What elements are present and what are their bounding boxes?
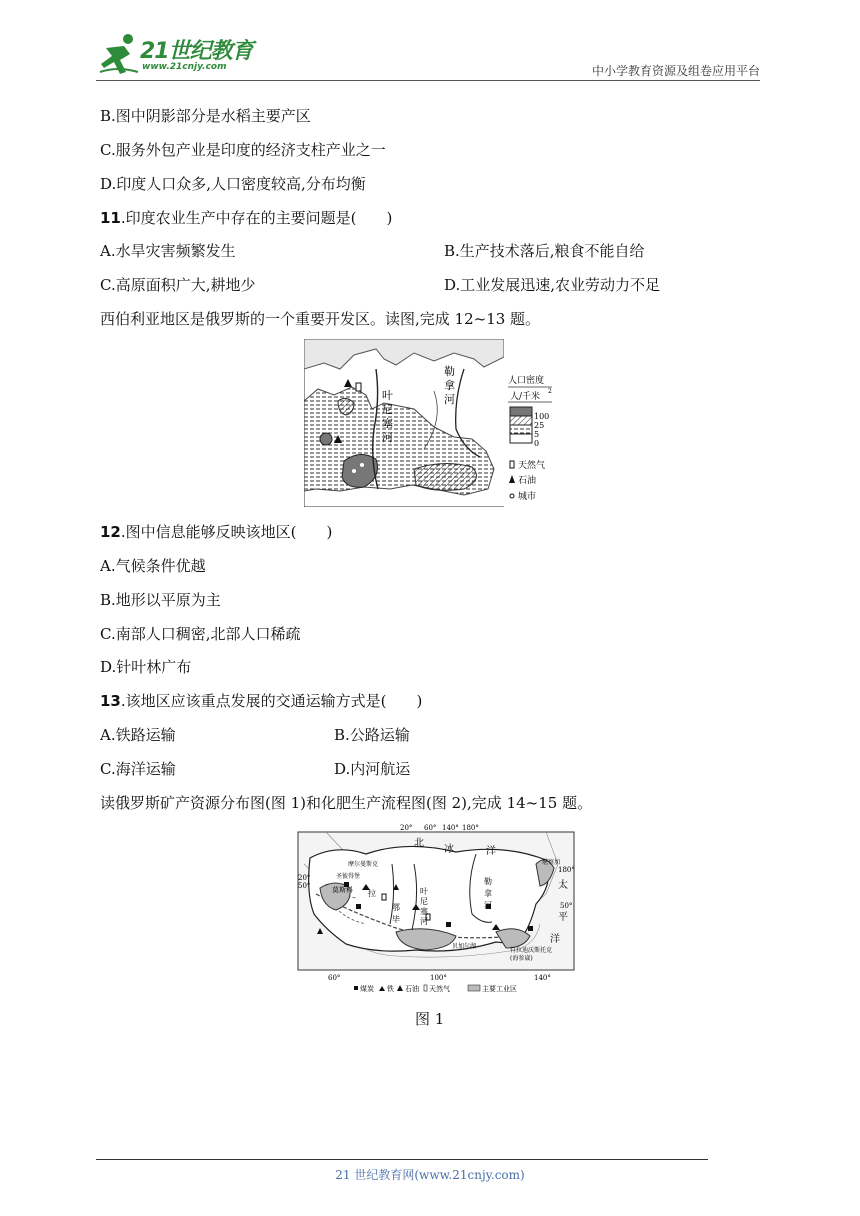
q13-stem [100,691,422,711]
map2-yenisei-2: 尼 [420,897,428,906]
map2-yenisei-4: 河 [420,917,428,926]
map2-lat-left-50: 50° [298,882,311,890]
intro-14-15: 读俄罗斯矿产资源分布图(图 1)和化肥生产流程图(图 2),完成 14~15 题。 [100,794,593,812]
map1-lena-label-3: 河 [444,393,455,406]
q11-option-d: D.工业发展迅速,农业劳动力不足 [444,276,661,294]
legend-gas: 天然气 [518,461,546,471]
logo-text: 21世纪教育 [140,39,253,64]
legend-unit: 人/千米 [510,392,541,402]
q12-number: 12 [100,523,121,541]
legend-value-0: 0 [534,439,540,448]
map2-lon-bottom-60: 60° [328,974,341,982]
map2-yenisei-1: 叶 [420,887,428,896]
intro-12-13: 西伯利亚地区是俄罗斯的一个重要开发区。读图,完成 12~13 题。 [100,310,541,328]
map2-yenisei-3: 塞 [420,907,428,916]
map2-vladivostok: 符拉迪沃斯托克 [510,947,553,954]
figure-caption: 图 1 [415,1010,445,1028]
iron-icon [379,986,385,991]
q12-option-c: C.南部人口稠密,北部人口稀疏 [100,625,301,643]
q13-number: 13 [100,692,121,710]
q12-text: .图中信息能够反映该地区( ) [120,523,333,541]
q10-option-b: B.图中阴影部分是水稻主要产区 [100,107,311,125]
header-divider [96,80,760,81]
map2-ob-1: 鄂 [392,903,400,912]
q11-number: 11 [100,209,121,227]
industrial-zone-icon [468,985,480,991]
gas-icon [510,461,514,468]
map2-lon-bottom-100: 100° [430,974,447,982]
map2-lon-bottom-140: 140° [534,974,551,982]
q12-option-b: B.地形以平原为主 [100,591,221,609]
footer-text[interactable]: 21 世纪教育网(www.21cnjy.com) [335,1168,525,1182]
map1-yenisei-label-3: 塞 [382,417,393,430]
legend-value-5: 5 [534,430,540,439]
map1-lena-label-1: 勒 [444,365,455,378]
map2-lon-140: 140° [442,824,459,832]
map2-lena-3: 河 [484,901,492,910]
map2-lena-1: 勒 [484,877,492,886]
header-tagline: 中小学教育资源及组卷应用平台 [591,64,760,78]
map2-ocean-right-2: 平 [558,912,568,923]
legend-industrial: 主要工业区 [482,985,517,993]
map2-ocean-top-1: 北 [414,838,424,849]
map1-yenisei-label-4: 河 [382,431,393,444]
coal-icon [354,986,358,990]
q13-option-d: D.内河航运 [334,760,411,778]
map2-volga: 拉 [368,889,376,898]
map2-petersburg: 圣彼得堡 [336,873,361,880]
map1-yenisei-label-2: 尼 [382,403,393,416]
legend-unit-sup: 2 [548,388,552,395]
gas-icon [424,985,427,991]
map2-lon-20: 20° [400,824,413,832]
legend-value-25: 25 [534,421,545,430]
map2-murmansk: 摩尔曼斯克 [348,861,379,868]
legend-gas: 天然气 [429,985,450,993]
map1-lena-label-2: 拿 [444,379,455,392]
map2-lon-60: 60° [424,824,437,832]
q12-option-a: A.气候条件优越 [100,557,206,575]
map2-ocean-top-2: 冰 [444,844,454,855]
map2-lat-right-180: 180° [558,866,575,874]
q11-option-a: A.水旱灾害频繁发生 [100,242,236,260]
map2-sea-label: (海参崴) [510,955,533,962]
page-header [96,30,760,80]
legend-coal: 煤炭 [360,985,374,993]
oil-icon [397,985,403,991]
logo-url: www.21cnjy.com [142,62,227,72]
map2-peninsula: 堪察加 [542,859,561,866]
map2-moscow: 莫斯科 [332,886,353,894]
map2-baikal: 贝加尔湖 [452,943,477,950]
map2-ob-2: 毕 [392,915,400,924]
runner-logo-icon [98,32,140,76]
map2-lena-2: 拿 [484,889,492,898]
q13-option-b: B.公路运输 [334,726,410,744]
legend-title: 人口密度 [508,376,545,386]
q11-option-c: C.高原面积广大,耕地少 [100,276,256,294]
map2-lat-left-20: 20° [298,874,311,882]
q13-option-a: A.铁路运输 [100,726,176,744]
russia-resources-map [296,824,576,1000]
map2-legend [354,984,517,993]
footer-divider [96,1159,708,1160]
q12-option-d: D.针叶林广布 [100,658,192,676]
q13-option-c: C.海洋运输 [100,760,176,778]
legend-value-100: 100 [534,412,550,421]
q10-option-c: C.服务外包产业是印度的经济支柱产业之一 [100,141,386,159]
legend-iron: 铁 [387,985,394,993]
q11-options-row1 [100,241,700,261]
q11-text: .印度农业生产中存在的主要问题是( ) [120,209,393,227]
site-logo[interactable] [96,30,266,78]
q13-options-row2 [100,759,500,779]
map2-ocean-right-3: 洋 [550,934,560,945]
q11-stem [100,208,392,228]
q12-stem [100,522,332,542]
map1-yenisei-label-1: 叶 [382,389,393,402]
city-icon [510,494,514,498]
q13-text: .该地区应该重点发展的交通运输方式是( ) [120,692,423,710]
map2-ocean-top-3: 洋 [486,846,496,857]
map2-lat-right-50: 50° [560,902,573,910]
q11-option-b: B.生产技术落后,粮食不能自给 [444,242,645,260]
siberia-population-map [304,339,556,507]
legend-city: 城市 [518,492,537,502]
legend-oil: 石油 [518,476,537,486]
q11-options-row2 [100,275,700,295]
q10-option-d: D.印度人口众多,人口密度较高,分布均衡 [100,175,366,193]
legend-oil: 石油 [405,985,419,993]
map2-ocean-right-1: 太 [558,880,568,891]
q13-options-row1 [100,725,500,745]
map1-legend [504,339,556,507]
map2-lon-180: 180° [462,824,479,832]
